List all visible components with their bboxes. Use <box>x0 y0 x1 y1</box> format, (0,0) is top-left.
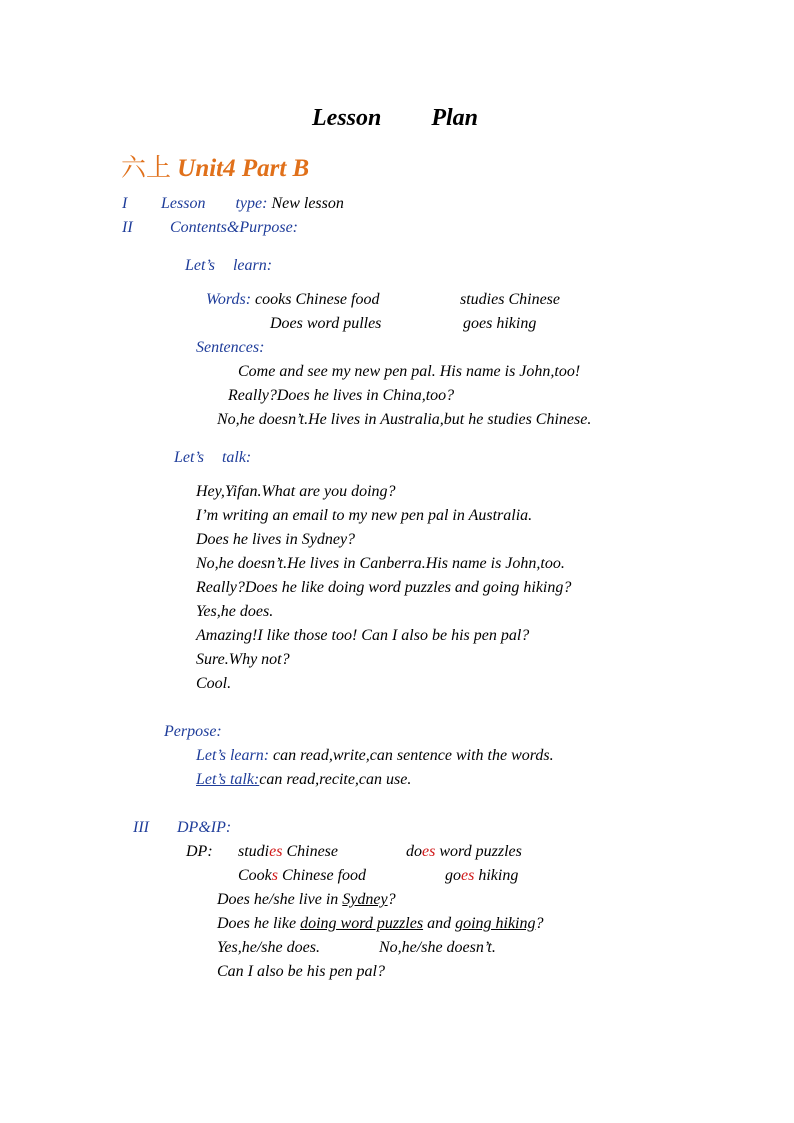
sentence-line: Really?Does he lives in China,too? <box>228 387 455 404</box>
talk-line: Does he lives in Sydney? <box>196 531 356 548</box>
words-label: Words: <box>206 291 252 308</box>
highlight-suffix: es <box>461 867 475 884</box>
section-1-value: New lesson <box>271 195 344 212</box>
dp-question-2: Does he like doing word puzzles and going hiking? <box>217 915 544 932</box>
title-word-lesson: Lesson <box>312 105 382 131</box>
section-2-number: II <box>122 219 133 236</box>
talk-line: Amazing!I like those too! Can I also be his pen pal? <box>196 627 530 644</box>
page-title <box>312 104 478 132</box>
purpose-heading: Perpose: <box>164 723 222 740</box>
purpose-learn-label: Let’s learn: <box>196 747 270 764</box>
talk-line: I’m writing an email to my new pen pal in Australia. <box>196 507 533 524</box>
dp-answer-no: No,he/she doesn’t. <box>379 939 496 956</box>
purpose-talk-text: can read,recite,can use. <box>259 771 412 788</box>
dp-question-1: Does he/she live in Sydney? <box>217 891 396 908</box>
section-3-number: III <box>133 819 149 836</box>
dp-word-studies: studies Chinese <box>238 843 338 860</box>
sentences-label: Sentences: <box>196 339 265 356</box>
section-2-label: Contents&Purpose: <box>170 219 298 236</box>
talk-line: Hey,Yifan.What are you doing? <box>196 483 396 500</box>
talk-line: Yes,he does. <box>196 603 274 620</box>
highlight-suffix: s <box>271 867 279 884</box>
learn-heading: Let’s learn: <box>185 257 273 274</box>
highlight-suffix: es <box>269 843 283 860</box>
title-word-plan: Plan <box>431 105 479 131</box>
purpose-learn <box>196 746 554 766</box>
unit-en: Unit4 Part B <box>177 155 310 182</box>
talk-line: Cool. <box>196 675 232 692</box>
dp-word-goes: goes hiking <box>445 867 519 884</box>
section-1-number: I <box>122 195 128 212</box>
dp-word-does: does word puzzles <box>406 843 522 860</box>
purpose-learn-text: can read,write,can sentence with the words. <box>269 747 554 764</box>
section-3 <box>133 818 231 838</box>
section-1-label-type: type: <box>235 195 268 212</box>
word-item: Does word pulles <box>270 315 382 332</box>
words-row-1 <box>206 290 379 310</box>
word-item: goes hiking <box>463 315 537 332</box>
talk-line: Really?Does he like doing word puzzles and going hiking? <box>196 579 572 596</box>
section-2 <box>122 218 298 238</box>
talk-line: No,he doesn’t.He lives in Canberra.His name is John,too. <box>196 555 565 572</box>
highlight-suffix: es <box>422 843 436 860</box>
purpose-talk <box>196 770 411 790</box>
unit-heading <box>121 152 309 185</box>
section-1-label: Lesson <box>161 195 206 212</box>
section-3-label: DP&IP: <box>177 819 232 836</box>
dp-answer-yes: Yes,he/she does. <box>217 939 320 956</box>
sentence-line: Come and see my new pen pal. His name is John,too! <box>238 363 581 380</box>
sentence-line: No,he doesn’t.He lives in Australia,but he studies Chinese. <box>217 411 592 428</box>
talk-line: Sure.Why not? <box>196 651 290 668</box>
purpose-talk-label: Let’s talk: <box>196 771 260 788</box>
talk-heading: Let’s talk: <box>174 449 252 466</box>
dp-word-cooks: Cooks Chinese food <box>238 867 367 884</box>
word-item: cooks Chinese food <box>255 291 380 308</box>
unit-cn: 六上 <box>121 153 172 182</box>
section-1 <box>122 194 344 214</box>
word-item: studies Chinese <box>460 291 560 308</box>
dp-label: DP: <box>186 843 213 860</box>
dp-question-3: Can I also be his pen pal? <box>217 963 385 980</box>
